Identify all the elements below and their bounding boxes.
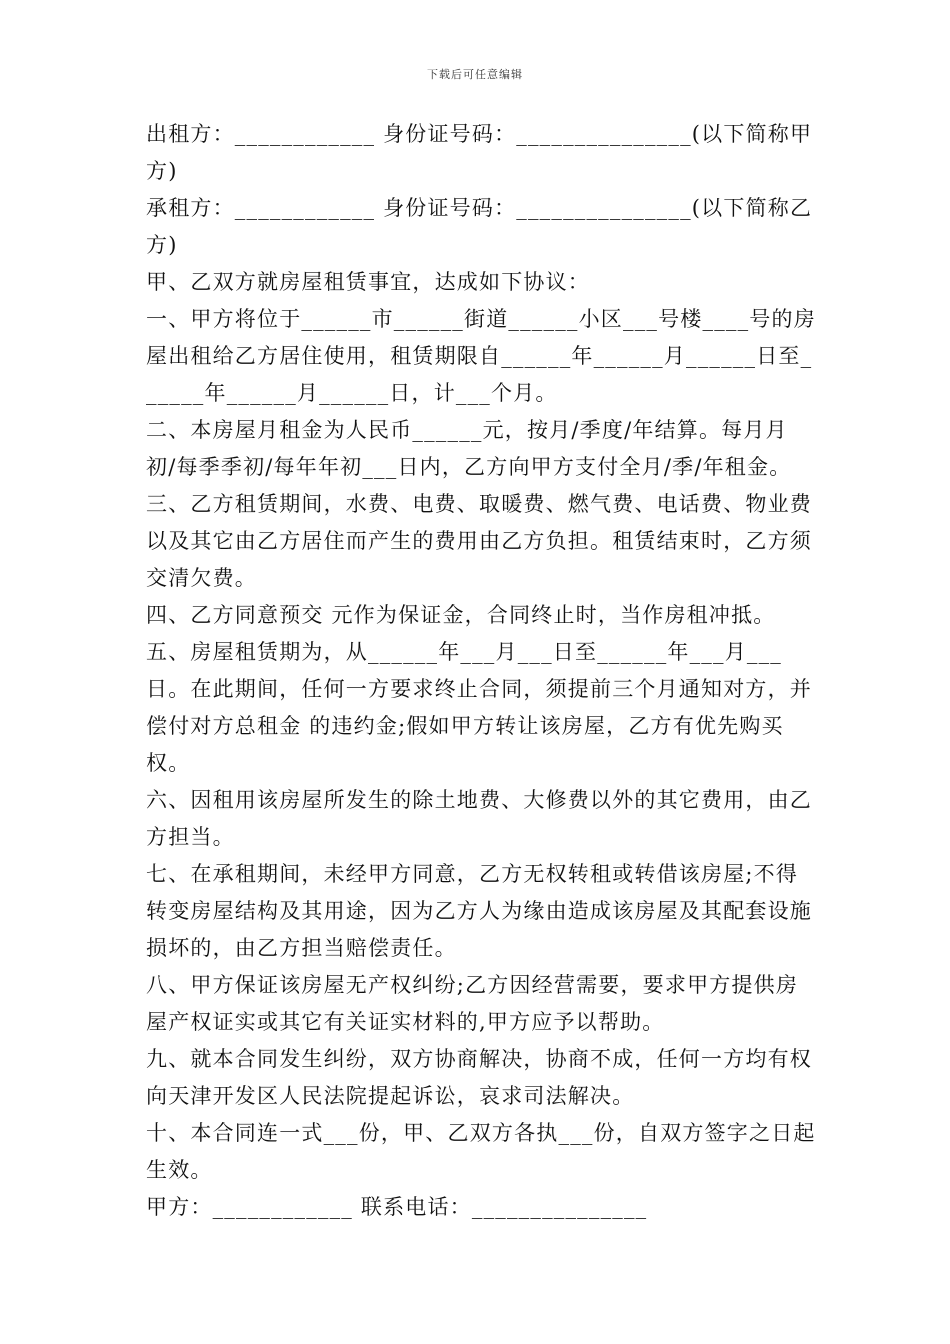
clause-1: 一、甲方将位于______市______街道______小区___号楼____号的房屋出租给乙方居住使用，租赁期限自______年______月______日至______年______月______日，计___个月。 [146,307,816,405]
clause-9: 九、就本合同发生纠纷，双方协商解决，协商不成，任何一方均有权向天津开发区人民法院提起诉讼，哀求司法解决。 [146,1047,812,1108]
agreement-intro: 甲、乙双方就房屋租赁事宜，达成如下协议： [146,270,590,294]
clause-8: 八、甲方保证该房屋无产权纠纷;乙方因经营需要，要求甲方提供房屋产权证实或其它有关证实材料的,甲方应予以帮助。 [146,973,799,1034]
clause-5: 五、房屋租赁期为，从______年___月___日至______年___月___日。在此期间，任何一方要求终止合同，须提前三个月通知对方，并偿付对方总租金 的违约金;假如甲方转让该房屋，乙方有优先购买权。 [146,640,812,775]
party-a-signature-line: 甲方：____________ 联系电话：_______________ [146,1195,648,1219]
clause-2: 二、本房屋月租金为人民币______元，按月/季度/年结算。每月月初/每季季初/每年年初___日内，乙方向甲方支付全月/季/年租金。 [146,418,792,479]
clause-3: 三、乙方租赁期间，水费、电费、取暖费、燃气费、电话费、物业费以及其它由乙方居住而产生的费用由乙方负担。租赁结束时，乙方须交清欠费。 [146,492,812,590]
clause-10: 十、本合同连一式___份，甲、乙双方各执___份，自双方签字之日起生效。 [146,1121,816,1182]
page-header-note: 下载后可任意编辑 [427,68,523,81]
clause-7: 七、在承租期间，未经甲方同意，乙方无权转租或转借该房屋;不得转变房屋结构及其用途，因为乙方人为缘由造成该房屋及其配套设施损坏的，由乙方担当赔偿责任。 [146,862,812,960]
lessee-line: 承租方：____________ 身份证号码：_______________(以下简称乙方) [146,196,813,257]
lessor-line: 出租方：____________ 身份证号码：_______________(以下简称甲方) [146,122,813,183]
contract-body [146,116,818,1226]
clause-4: 四、乙方同意预交 元作为保证金，合同终止时，当作房租冲抵。 [146,603,776,627]
clause-6: 六、因租用该房屋所发生的除土地费、大修费以外的其它费用，由乙方担当。 [146,788,812,849]
